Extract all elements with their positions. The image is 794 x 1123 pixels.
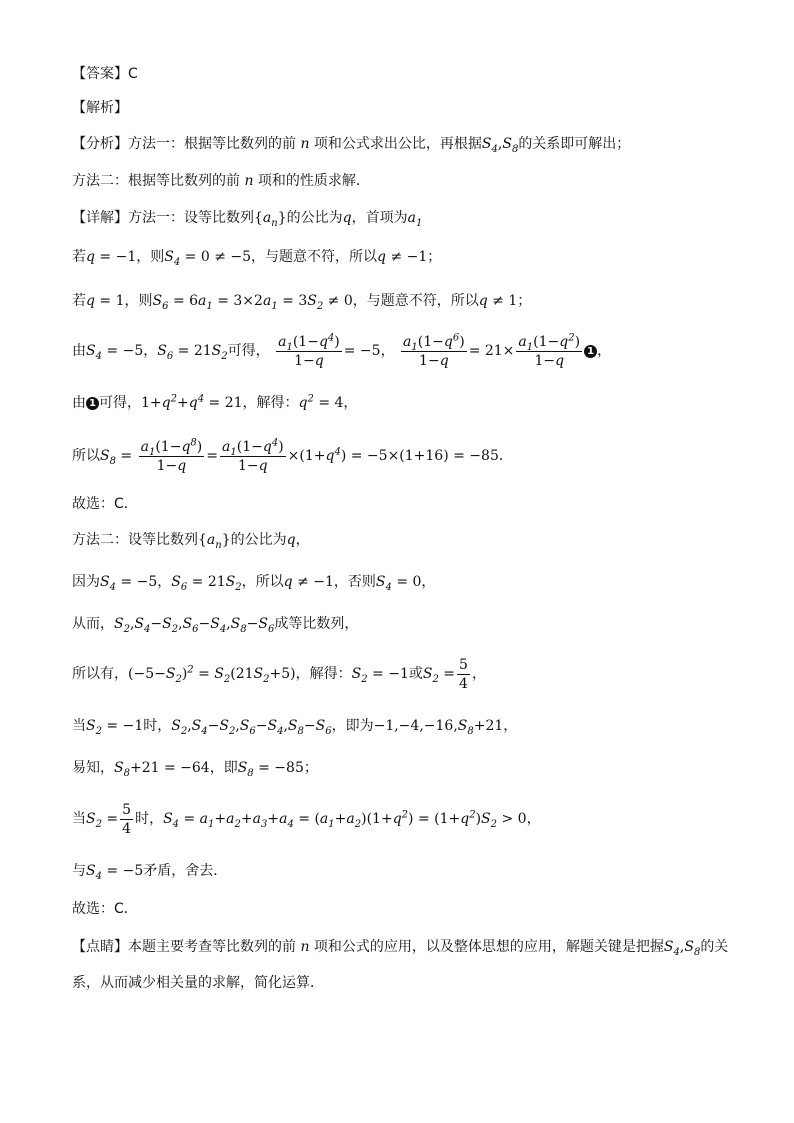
answer-line xyxy=(72,64,754,84)
method2-summary-line: 方法二：根据等比数列的前 n 项和的性质求解． xyxy=(72,173,370,189)
choice2-line: 故选：C． xyxy=(72,901,138,917)
fenxi-line: 【分析】方法一：根据等比数列的前 n 项和公式求出公比，再根据$S_4,S_8$的关系即可解出； xyxy=(72,136,631,155)
m2-line7: 当$S_2$ = $\frac{5}{4}$ 时，$S_4 = a_1+a_2+a_3+a_4 = (a_1+a_2)(1+q^2) = (1+q^2)S_2 > 0$， xyxy=(72,801,541,837)
circled-one-icon: 1 xyxy=(584,345,597,358)
dianjing-label: 【点睛】 xyxy=(72,939,128,955)
xiangjie-label: 【详解】 xyxy=(72,210,128,226)
case1-line: 若q = −1，则$S_4 = 0 \ne -5$，与题意不符，所以q ≠ −1； xyxy=(72,249,442,268)
choice1-line: 故选：C． xyxy=(72,496,138,512)
m2-line8: 与$S_4 = -5$矛盾，舍去． xyxy=(72,863,228,882)
m2-line5: 当$S_2 = -1$时，$S_2,S_4-S_2,S_6-S_4,S_8-S_6$，即为$-1,-4,-16,S_8+21$， xyxy=(72,718,518,737)
step5-line: 所以$S_8$ = $\frac{a_1(1-q^8)}{1-q}$ = $\frac{a_1(1-q^4)}{1-q}$ $\times(1+q^4) = -5\times(1+16) = -85$． xyxy=(72,436,513,474)
m2-line2: 因为$S_4 = -5$，$S_6 = 21S_2$，所以q ≠ −1，否则$S_4 = 0$， xyxy=(72,574,436,593)
step3-line: 由$S_4 = -5$，$S_6 = 21S_2$可得， $\frac{a_1(1-q^4)}{1-q}$ = −5， $\frac{a_1(1-q^6)}{1-q}$ = 21× $\frac{a_1(1-q^2)}{1-q}$ 1 ， xyxy=(72,331,612,369)
xiangjie-line: 【详解】方法一：设等比数列$\{a_n\}$的公比为q，首项为$a_1$ xyxy=(72,210,423,229)
m2-line3: 从而，$S_2,S_4-S_2,S_6-S_4,S_8-S_6$成等比数列， xyxy=(72,616,359,635)
dianjing-line2: 系，从而减少相关量的求解，简化运算． xyxy=(72,975,324,991)
analysis-heading: 【解析】 xyxy=(72,100,128,116)
answer-value: C xyxy=(128,66,138,82)
dianjing-line: 【点睛】本题主要考查等比数列的前 n 项和公式的应用，以及整体思想的应用，解题关键是把握$S_4,S_8$的关 xyxy=(72,939,729,958)
m2-line6: 易知，$S_8+21 = -64$，即$S_8 = -85$； xyxy=(72,760,318,779)
circled-one-icon: 1 xyxy=(86,397,99,410)
step4-line: 由 1 可得，$1+q^2+q^4 = 21$，解得：$q^2 = 4$， xyxy=(72,393,358,411)
fenxi-label: 【分析】 xyxy=(72,136,128,152)
m2-line1: 方法二：设等比数列$\{a_n\}$的公比为q， xyxy=(72,532,310,551)
case2-line: 若q = 1，则$S_6 = 6a_1 = 3\times 2a_1 = 3S_2 \ne 0$，与题意不符，所以q ≠ 1； xyxy=(72,293,532,312)
m2-line4: 所以有，$(-5-S_2)^2 = S_2(21S_2+5)$，解得：$S_2 = -1$或$S_2$ = $\frac{5}{4}$ ， xyxy=(72,656,486,692)
answer-label: 【答案】 xyxy=(72,66,128,82)
